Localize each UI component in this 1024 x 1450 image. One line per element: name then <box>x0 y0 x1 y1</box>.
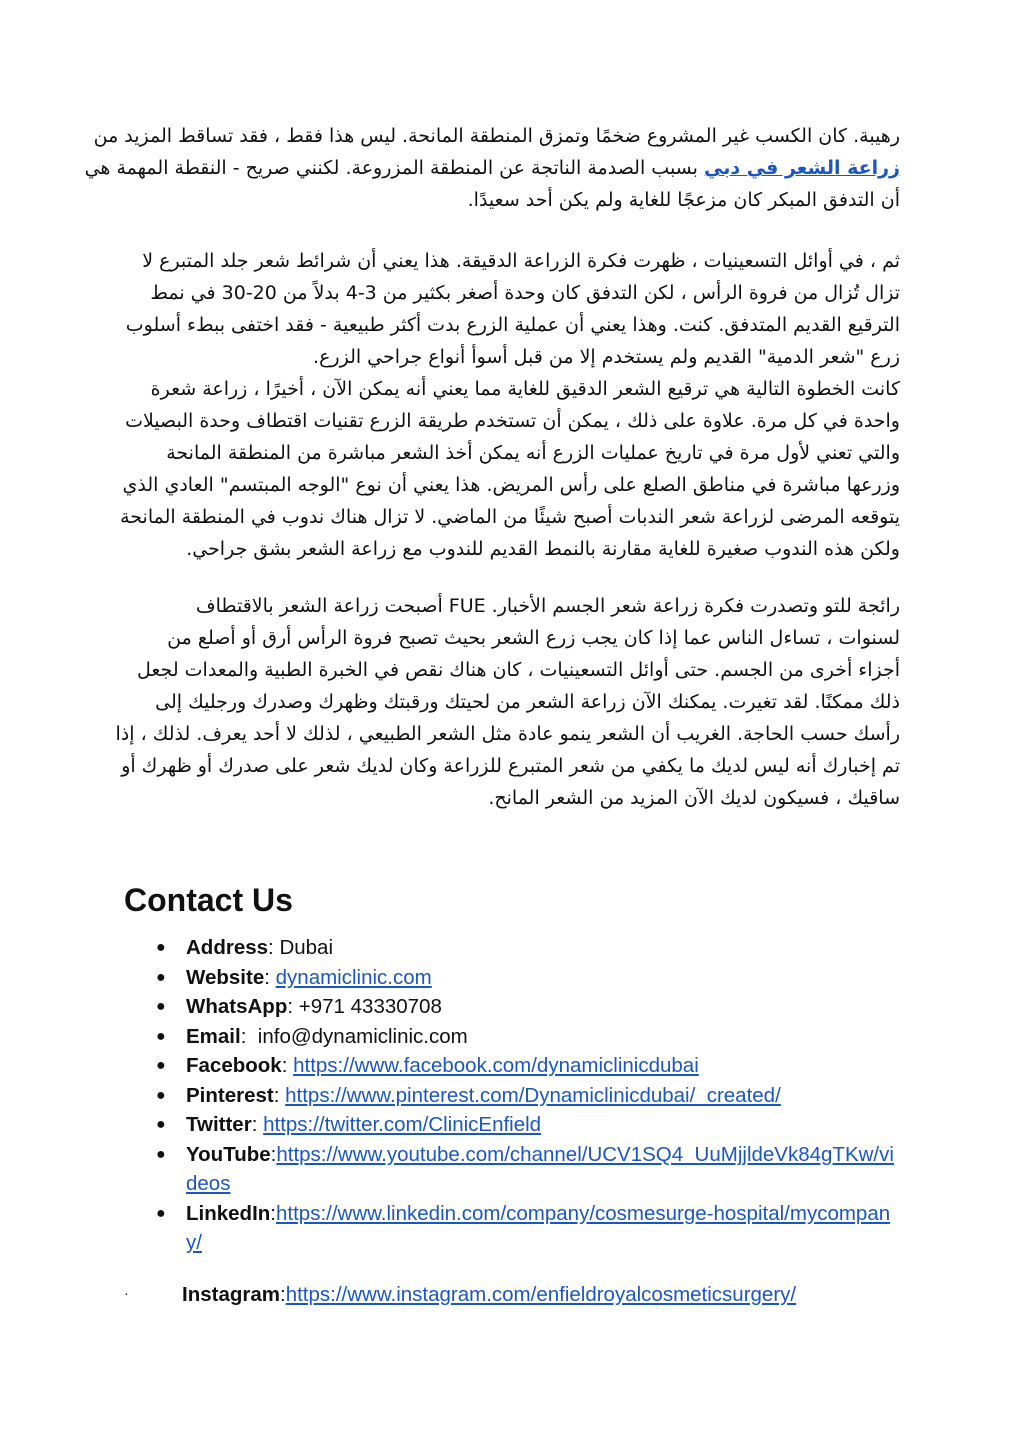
paragraph-line: الترقيع القديم المتدفق. كنت. وهذا يعني أن عملية الزرع بدت أكثر طبيعية - فقد اختفى ببطء أسلوب <box>125 314 900 336</box>
contact-item-whatsapp <box>124 992 904 1022</box>
contact-separator: : <box>273 1083 286 1107</box>
line-text: بسبب الصدمة الناتجة عن المنطقة المزروعة. لكنني صريح - النقطة المهمة هي <box>84 157 704 179</box>
arabic-paragraph-3 <box>115 590 900 814</box>
paragraph-line: زرع "شعر الدمية" القديم ولم يستخدم إلا من قبل أسوأ أنواع جراحي الزرع. <box>313 346 900 368</box>
paragraph-line: أجزاء أخرى من الجسم. حتى أوائل التسعينيات ، كان هناك نقص في الخبرة الطبية والمعدات لجعل <box>137 659 900 681</box>
contact-link[interactable]: https://www.facebook.com/dynamiclinicdubai <box>293 1054 699 1077</box>
contact-item-facebook <box>124 1051 904 1081</box>
contact-label: Email <box>186 1024 241 1048</box>
instagram-label: Instagram <box>182 1283 280 1306</box>
bullet-dot: ● <box>156 1145 166 1163</box>
contact-label: Pinterest <box>186 1083 274 1107</box>
bullet-dot: · <box>124 1285 129 1301</box>
contact-item-email <box>124 1022 904 1052</box>
contact-label: Twitter <box>186 1113 252 1136</box>
paragraph-line: ولكن هذه الندوب صغيرة للغاية مقارنة بالنمط القديم للندوب مع زراعة الشعر بشق جراحي. <box>186 538 900 560</box>
contact-list <box>124 933 904 1258</box>
contact-label: Website <box>186 965 265 989</box>
bullet-dot: ● <box>156 1027 166 1045</box>
contact-item-twitter <box>124 1110 904 1140</box>
bullet-dot: ● <box>156 1057 166 1074</box>
paragraph-line: رأسك حسب الحاجة. الغريب أن الشعر ينمو عادة مثل الشعر الطبيعي ، لذلك لا أحد يعرف. لذلك ، إذا <box>115 723 900 745</box>
contact-separator: : <box>270 1201 276 1225</box>
paragraph-line: تم إخبارك أنه ليس لديك ما يكفي من شعر المتبرع للزراعة وكان لديك شعر على صدرك أو ظهرك أو <box>121 755 900 777</box>
arabic-paragraph-2 <box>120 245 900 565</box>
contact-label: YouTube <box>186 1142 271 1166</box>
paragraph-line: واحدة في كل مرة. علاوة على ذلك ، يمكن أن تستخدم طريقة الزرع تقنيات اقتطاف وحدة البصيلات <box>125 410 900 432</box>
hair-transplant-dubai-link[interactable]: زراعة الشعر في دبي <box>703 157 900 179</box>
contact-label: LinkedIn <box>186 1201 271 1225</box>
paragraph-line: ساقيك ، فسيكون لديك الآن المزيد من الشعر المانح. <box>488 787 900 809</box>
contact-item-youtube <box>124 1140 904 1199</box>
paragraph-line: وزرعها مباشرة في مناطق الصلع على رأس المريض. هذا يعني أن نوع "الوجه المبتسم" العادي الذي <box>122 474 900 496</box>
contact-separator: : <box>287 995 299 1018</box>
instagram-link[interactable]: https://www.instagram.com/enfieldroyalcosmeticsurgery/ <box>285 1283 797 1306</box>
contact-value: Dubai <box>279 936 333 959</box>
contact-item-pinterest <box>124 1081 904 1111</box>
paragraph-line <box>84 152 900 184</box>
contact-heading: Contact Us <box>124 882 293 918</box>
contact-link[interactable]: https://www.pinterest.com/Dynamiclinicdubai/_created/ <box>285 1083 781 1107</box>
contact-item-linkedin <box>124 1199 904 1258</box>
contact-separator: : <box>251 1113 264 1136</box>
paragraph-line: ذلك ممكنًا. لقد تغيرت. يمكنك الآن زراعة الشعر من لحيتك ورقبتك وظهرك وصدرك ورجليك إلى <box>155 691 900 713</box>
contact-label: Address <box>186 936 269 959</box>
contact-item-address <box>124 933 904 963</box>
contact-link[interactable]: https://twitter.com/ClinicEnfield <box>263 1113 542 1136</box>
contact-separator: : <box>281 1054 294 1077</box>
paragraph-line: رهيبة. كان الكسب غير المشروع ضخمًا وتمزق المنطقة المانحة. ليس هذا فقط ، فقد تساقط المزيد من <box>93 125 900 147</box>
paragraph-line: والتي تعني لأول مرة في تاريخ عمليات الزرع أنه يمكن أخذ الشعر مباشرة من المنطقة المانحة <box>166 442 900 464</box>
contact-separator: : <box>270 1142 277 1166</box>
contact-separator: : <box>268 936 280 959</box>
contact-separator: : <box>264 965 276 989</box>
paragraph-line: رائجة للتو وتصدرت فكرة زراعة شعر الجسم الأخبار. FUE أصبحت زراعة الشعر بالاقتطاف <box>195 595 900 617</box>
bullet-dot: ● <box>156 1116 166 1133</box>
contact-separator: : <box>240 1024 258 1048</box>
arabic-paragraph-1 <box>84 120 900 216</box>
paragraph-line: لسنوات ، تساءل الناس عما إذا كان يجب زرع الشعر بحيث تصبح فروة الرأس أرق أو أصلع من <box>167 627 900 649</box>
contact-link[interactable]: https://www.youtube.com/channel/UCV1SQ4_UuMjjldeVk84gTKw/videos <box>186 1142 894 1195</box>
paragraph-line: أن التدفق المبكر كان مزعجًا للغاية ولم يكن أحد سعيدًا. <box>467 189 900 211</box>
contact-label: WhatsApp <box>186 995 288 1018</box>
paragraph-line: يتوقعه المرضى لزراعة شعر الندبات أصبح شيئًا من الماضي. لا تزال هناك ندوب في المنطقة المانحة <box>120 506 900 528</box>
paragraph-line: تزال تُزال من فروة الرأس ، لكن التدفق كان وحدة أصغر بكثير من 3-4 بدلاً من 20-30 في نمط <box>150 282 900 304</box>
paragraph-line: كانت الخطوة التالية هي ترقيع الشعر الدقيق للغاية مما يعني أنه يمكن الآن ، أخيرًا ، زراعة شعرة <box>150 378 900 400</box>
bullet-dot: ● <box>156 939 166 956</box>
contact-item-website <box>124 963 904 993</box>
bullet-dot: ● <box>156 1086 166 1104</box>
instagram-sep: : <box>279 1283 286 1306</box>
contact-link[interactable]: https://www.linkedin.com/company/cosmesurge-hospital/mycompany/ <box>186 1201 891 1254</box>
contact-value: info@dynamiclinic.com <box>257 1024 468 1048</box>
paragraph-line: ثم ، في أوائل التسعينيات ، ظهرت فكرة الزراعة الدقيقة. هذا يعني أن شرائط شعر جلد المتبرع لا <box>142 250 900 272</box>
bullet-dot: ● <box>156 968 166 986</box>
contact-label: Facebook <box>186 1054 282 1077</box>
bullet-dot: ● <box>156 998 166 1015</box>
contact-value: +971 43330708 <box>298 995 442 1018</box>
contact-link[interactable]: dynamiclinic.com <box>275 965 432 989</box>
bullet-dot: ● <box>156 1204 166 1222</box>
